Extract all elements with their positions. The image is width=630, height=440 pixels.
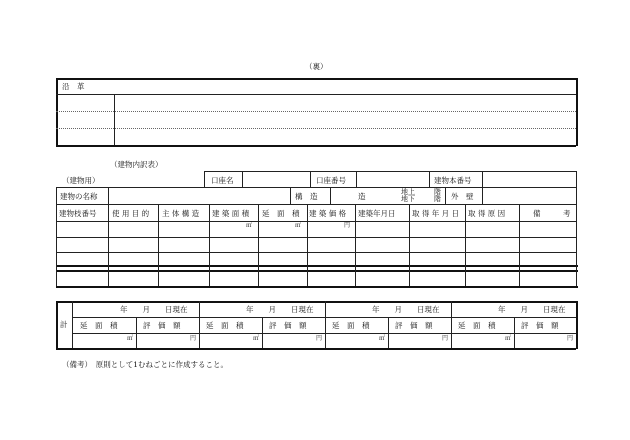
remarks: （備考） 原則として1むねごとに作成すること。 — [62, 360, 229, 369]
col-remarks: 備 考 — [533, 209, 571, 218]
valuation-label-2: 評 価 額 — [269, 321, 307, 330]
floors-label: 造 — [358, 192, 366, 201]
floor-area-label-1: 延 面 積 — [80, 321, 118, 330]
col-acquisition-reason: 取 得 原 因 — [468, 209, 506, 218]
floor-area-label-3: 延 面 積 — [332, 321, 370, 330]
date-3: 年 月 日現在 — [372, 305, 440, 314]
area-unit-2: ㎡ — [253, 335, 260, 342]
unit-floor-area: ㎡ — [295, 222, 302, 229]
yen-unit-4: 円 — [567, 335, 574, 342]
col-building-area: 建 築 面 積 — [212, 209, 250, 218]
valuation-label-1: 評 価 額 — [143, 321, 181, 330]
col-building-price: 建 築 価 格 — [309, 209, 347, 218]
history-label: 沿 革 — [62, 82, 85, 91]
account-number-label: 口座番号 — [316, 176, 346, 185]
floors-below-unit: 階 — [434, 195, 441, 203]
date-4: 年 月 日現在 — [498, 305, 566, 314]
breakdown-caption: （建物内訳表） — [110, 160, 163, 169]
building-number-label: 建物本番号 — [434, 176, 472, 185]
col-branch-number: 建物枝番号 — [59, 209, 97, 218]
col-main-structure: 主 体 構 造 — [162, 209, 200, 218]
floor-area-label-2: 延 面 積 — [206, 321, 244, 330]
building-name-label: 建物の名称 — [60, 192, 98, 201]
area-unit-4: ㎡ — [505, 335, 512, 342]
area-unit-1: ㎡ — [127, 335, 134, 342]
floors-above-label: 地上 — [401, 188, 415, 196]
usage-label: （建物用） — [62, 176, 100, 185]
date-1: 年 月 日現在 — [120, 305, 188, 314]
col-floor-area: 延 面 積 — [262, 209, 300, 218]
yen-unit-2: 円 — [316, 335, 323, 342]
valuation-label-4: 評 価 額 — [521, 321, 559, 330]
floors-below-label: 地下 — [401, 195, 415, 203]
valuation-label-3: 評 価 額 — [395, 321, 433, 330]
exterior-label: 外 壁 — [451, 192, 474, 201]
col-built-date: 建築年月日 — [358, 209, 396, 218]
col-acquired-date: 取 得 年 月 日 — [412, 209, 460, 218]
totals-label: 計 — [60, 320, 68, 329]
yen-unit-1: 円 — [190, 335, 197, 342]
date-2: 年 月 日現在 — [246, 305, 314, 314]
structure-label: 構 造 — [295, 192, 318, 201]
area-unit-3: ㎡ — [379, 335, 386, 342]
floor-area-label-4: 延 面 積 — [458, 321, 496, 330]
yen-unit-3: 円 — [442, 335, 449, 342]
account-name-label: 口座名 — [211, 176, 234, 185]
unit-price: 円 — [344, 222, 351, 229]
unit-building-area: ㎡ — [246, 222, 253, 229]
page-title: （裏） — [305, 62, 328, 71]
col-purpose: 使 用 目 的 — [112, 209, 150, 218]
floors-above-unit: 階 — [434, 188, 441, 196]
